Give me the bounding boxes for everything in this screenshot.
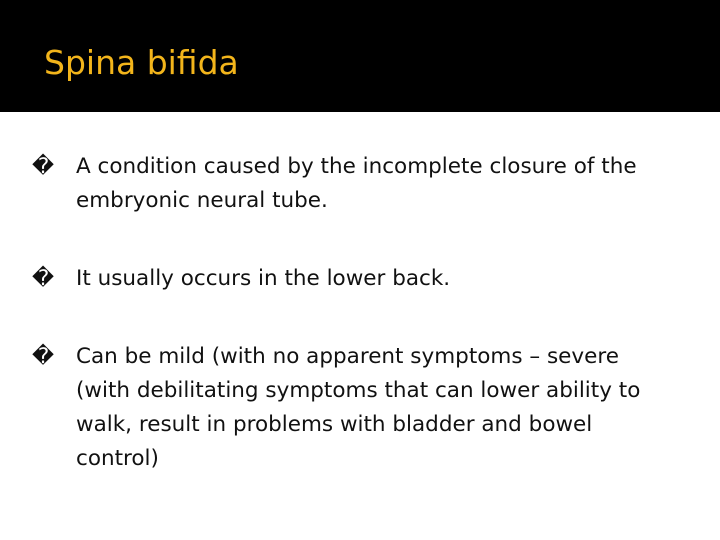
bullet-text: It usually occurs in the lower back. (76, 266, 451, 291)
bullet-glyph-icon: � (32, 344, 55, 369)
bullet-text: Can be mild (with no apparent symptoms – severe (with debilitating symptoms that can lower ability to walk, result in problems with bladder and bowel control) (76, 344, 641, 471)
bullet-list (32, 150, 672, 476)
bullet-item (32, 262, 672, 296)
bullet-glyph-icon: � (32, 266, 55, 291)
title-bar (0, 0, 720, 112)
slide-title: Spina bifida (44, 43, 239, 82)
bullet-item (32, 340, 672, 476)
bullet-glyph-icon: � (32, 154, 55, 179)
bullet-text: A condition caused by the incomplete closure of the embryonic neural tube. (76, 154, 637, 213)
bullet-item (32, 150, 672, 218)
